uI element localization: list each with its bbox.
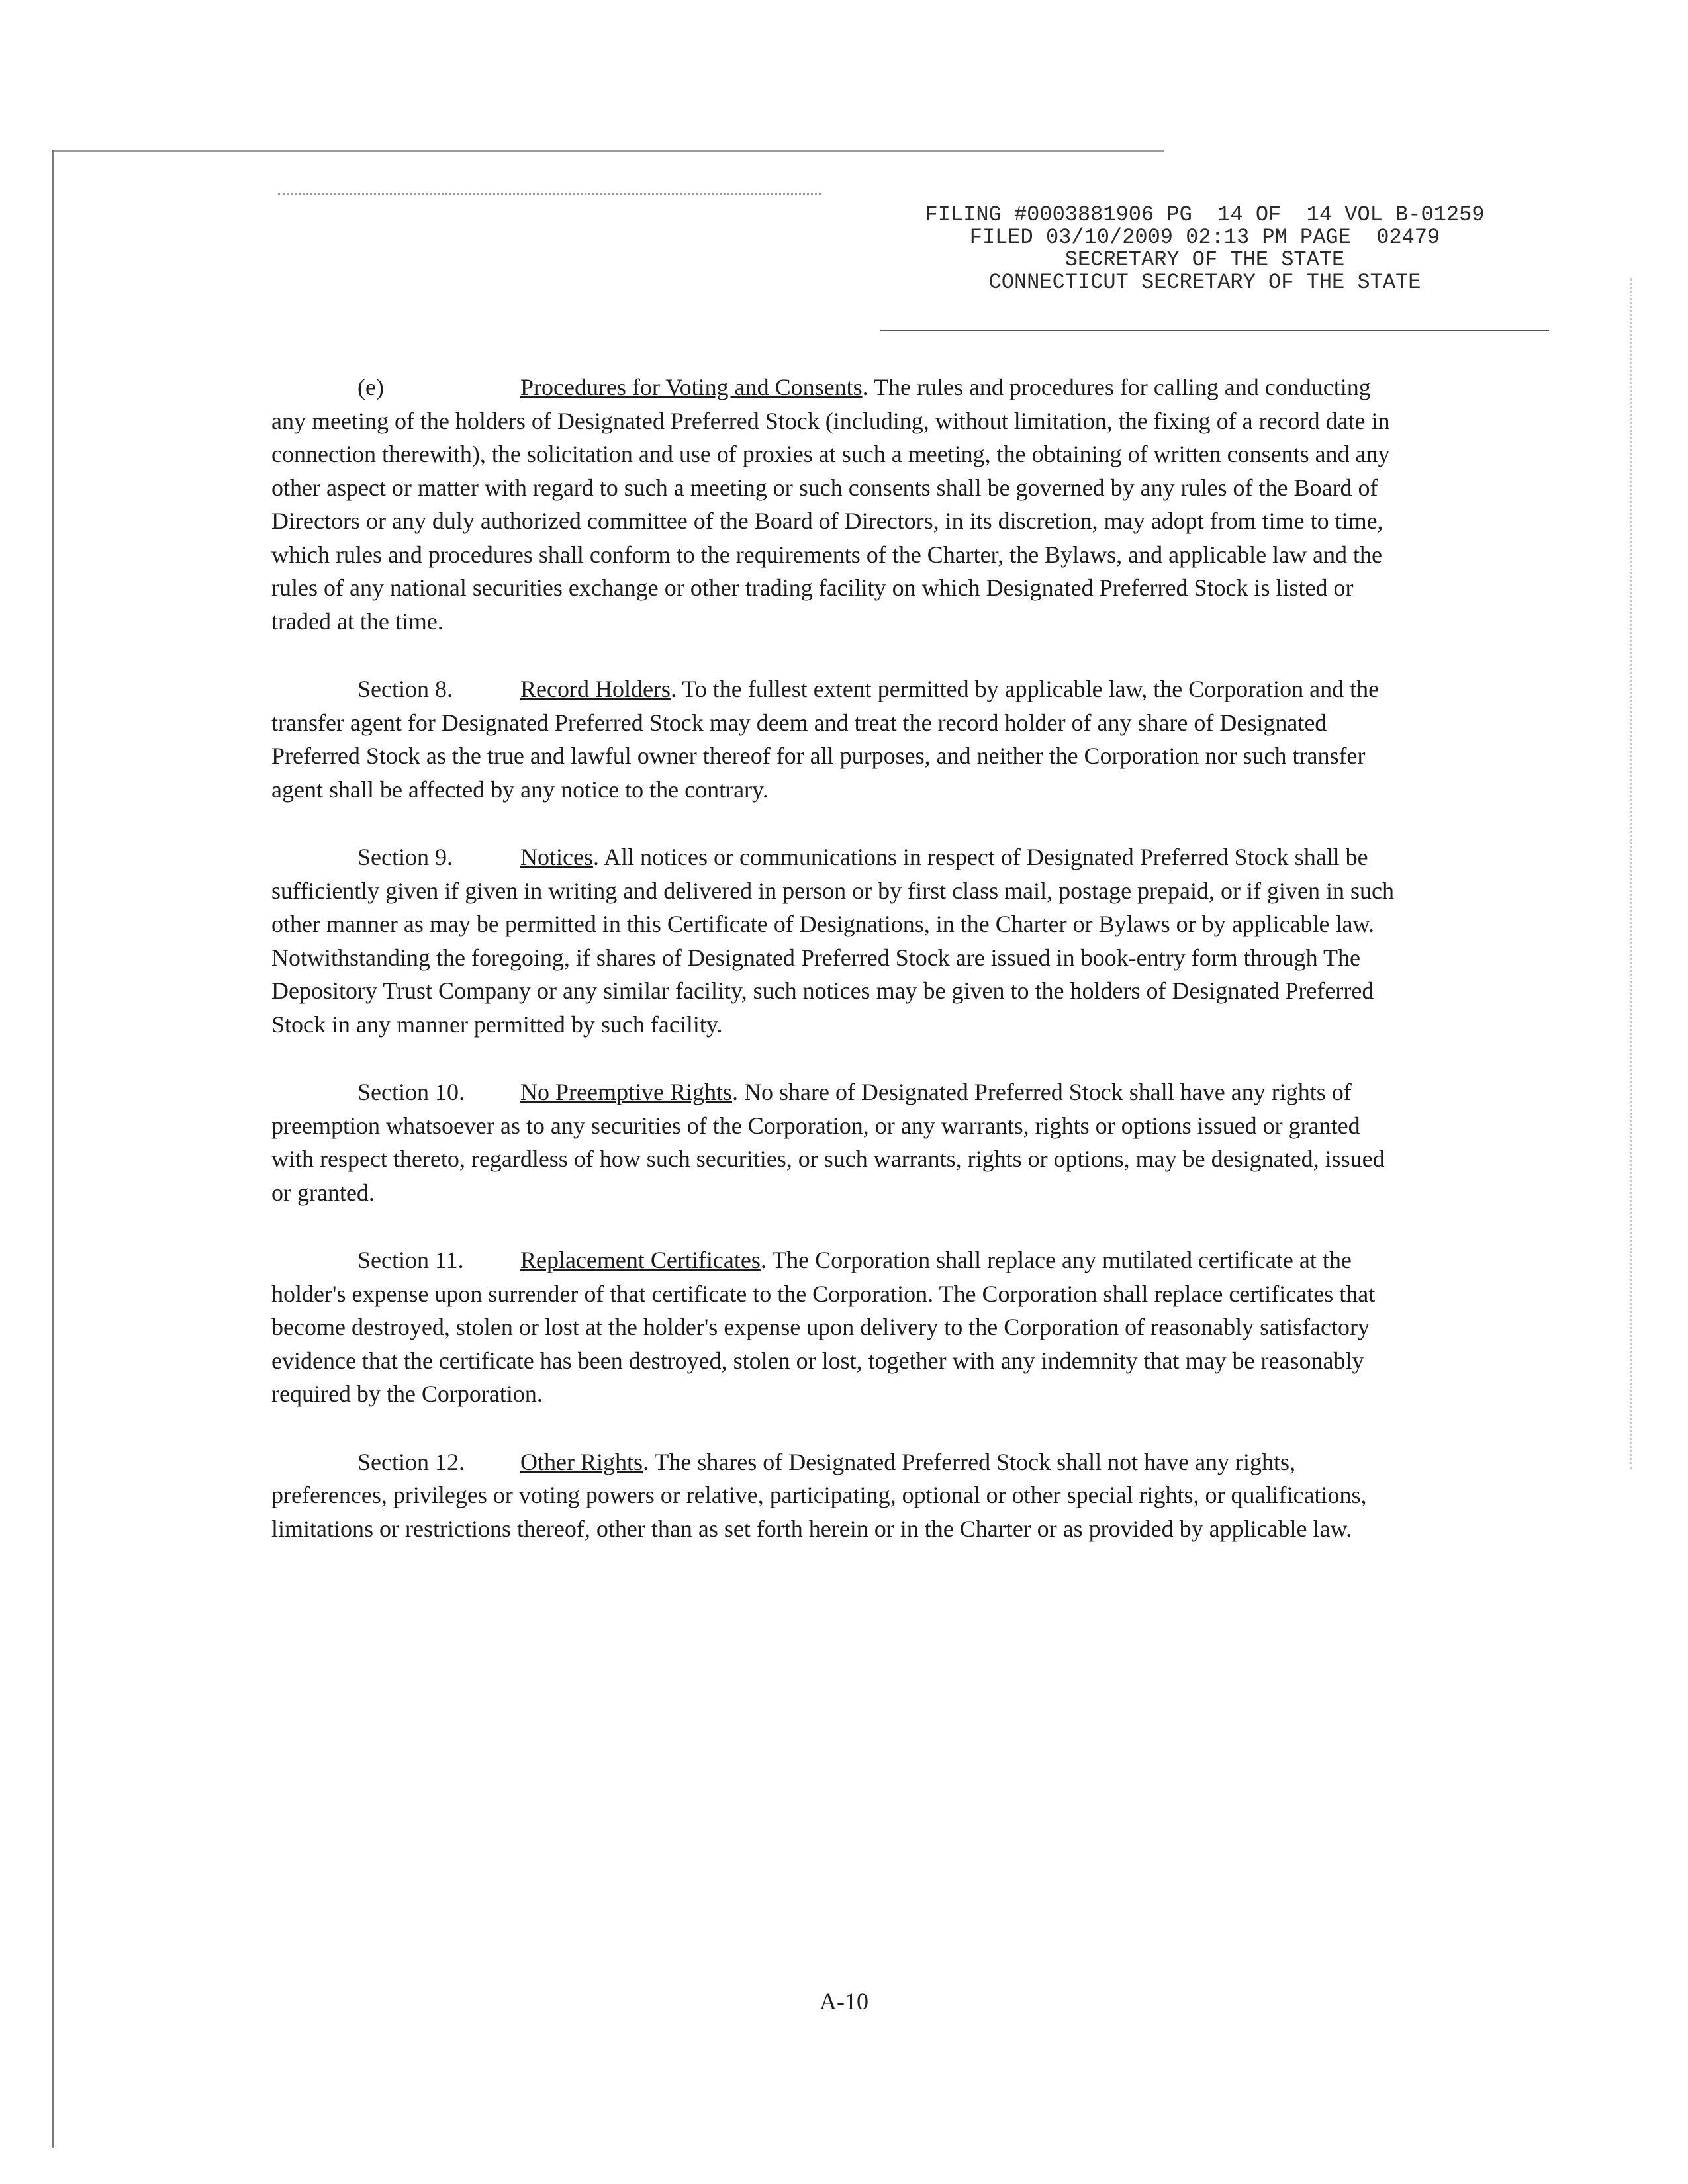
section-body: . To the fullest extent permitted by applicable law, the Corporation and the transfer agent for Designated Preferred Stock may deem and treat the record holder of any share of Designated Preferred Stock as the true and lawful owner thereof for all purposes, and neither the Corporation nor such transfer agent shall be affected by any notice to the contrary. — [271, 676, 1380, 803]
section-heading: Other Rights — [520, 1448, 643, 1475]
filing-stamp-line-1: FILING #0003881906 PG 14 OF 14 VOL B-01259 — [925, 203, 1485, 227]
filing-stamp-line-4: CONNECTICUT SECRETARY OF THE STATE — [988, 270, 1421, 295]
section-number: Section 12. — [357, 1448, 465, 1475]
filing-stamp-line-2: FILED 03/10/2009 02:13 PM PAGE 02479 — [969, 225, 1440, 250]
faint-header-dots — [278, 193, 821, 195]
section-number: Section 11. — [357, 1247, 464, 1273]
section-number: Section 10. — [357, 1079, 465, 1105]
section-11 — [271, 1244, 1397, 1411]
section-8 — [271, 672, 1397, 806]
section-heading: Replacement Certificates — [520, 1247, 761, 1273]
section-heading: Record Holders — [520, 676, 671, 702]
section-heading: Notices — [520, 844, 593, 870]
section-9 — [271, 841, 1397, 1041]
section-heading: No Preemptive Rights — [520, 1079, 732, 1105]
section-number: Section 8. — [357, 676, 453, 702]
section-10 — [271, 1075, 1397, 1209]
document-body — [271, 371, 1397, 1580]
section-number: (e) — [357, 374, 384, 400]
section-e — [271, 371, 1397, 638]
filing-stamp-line-3: SECRETARY OF THE STATE — [1064, 248, 1345, 272]
filing-stamp — [847, 204, 1562, 294]
section-body: . The Corporation shall replace any mutilated certificate at the holder's expense upon surrender of that certificate to the Corporation. The Corporation shall replace certificates that become destroyed, stolen or lost at the holder's expense upon delivery to the Corporation of reasonably satisfactory evidence that the certificate has been destroyed, stolen or lost, together with any indemnity that may be reasonably required by the Corporation. — [271, 1247, 1376, 1407]
section-body: . The shares of Designated Preferred Stock shall not have any rights, preferences, privileges or voting powers or relative, participating, optional or other special rights, or qualifications, limitations or restrictions thereof, other than as set forth herein or in the Charter or as provided by applicable law. — [271, 1448, 1367, 1542]
section-body: . The rules and procedures for calling and conducting any meeting of the holders of Designated Preferred Stock (including, without limitation, the fixing of a record date in connection therewith), the solicitation and use of proxies at such a meeting, the obtaining of written consents and any other aspect or matter with regard to such a meeting or such consents shall be governed by any rules of the Board of Directors or any duly authorized committee of the Board of Directors, in its discretion, may adopt from time to time, which rules and procedures shall conform to the requirements of the Charter, the Bylaws, and applicable law and the rules of any national securities exchange or other trading facility on which Designated Preferred Stock is listed or traded at the time. — [271, 374, 1390, 635]
section-body: . All notices or communications in respect of Designated Preferred Stock shall be sufficiently given if given in writing and delivered in person or by first class mail, postage prepaid, or if given in such other manner as may be permitted in this Certificate of Designations, in the Charter or Bylaws or by applicable law. Notwithstanding the foregoing, if shares of Designated Preferred Stock are issued in book-entry form through The Depository Trust Company or any similar facility, such notices may be given to the holders of Designated Preferred Stock in any manner permitted by such facility. — [271, 844, 1394, 1038]
section-12 — [271, 1445, 1397, 1546]
scan-right-edge-marks — [1630, 278, 1634, 1469]
scan-top-border — [52, 150, 1164, 152]
section-heading: Procedures for Voting and Consents — [520, 374, 863, 400]
filing-stamp-bracket — [880, 323, 1549, 331]
page-number: A-10 — [820, 1988, 868, 2015]
section-body: . No share of Designated Preferred Stock shall have any rights of preemption whatsoever as to any securities of the Corporation, or any warrants, rights or options issued or granted with respect thereto, regardless of how such securities, or such warrants, rights or options, may be designated, issued or granted. — [271, 1079, 1385, 1206]
scan-left-border — [52, 150, 54, 2148]
section-number: Section 9. — [357, 844, 453, 870]
